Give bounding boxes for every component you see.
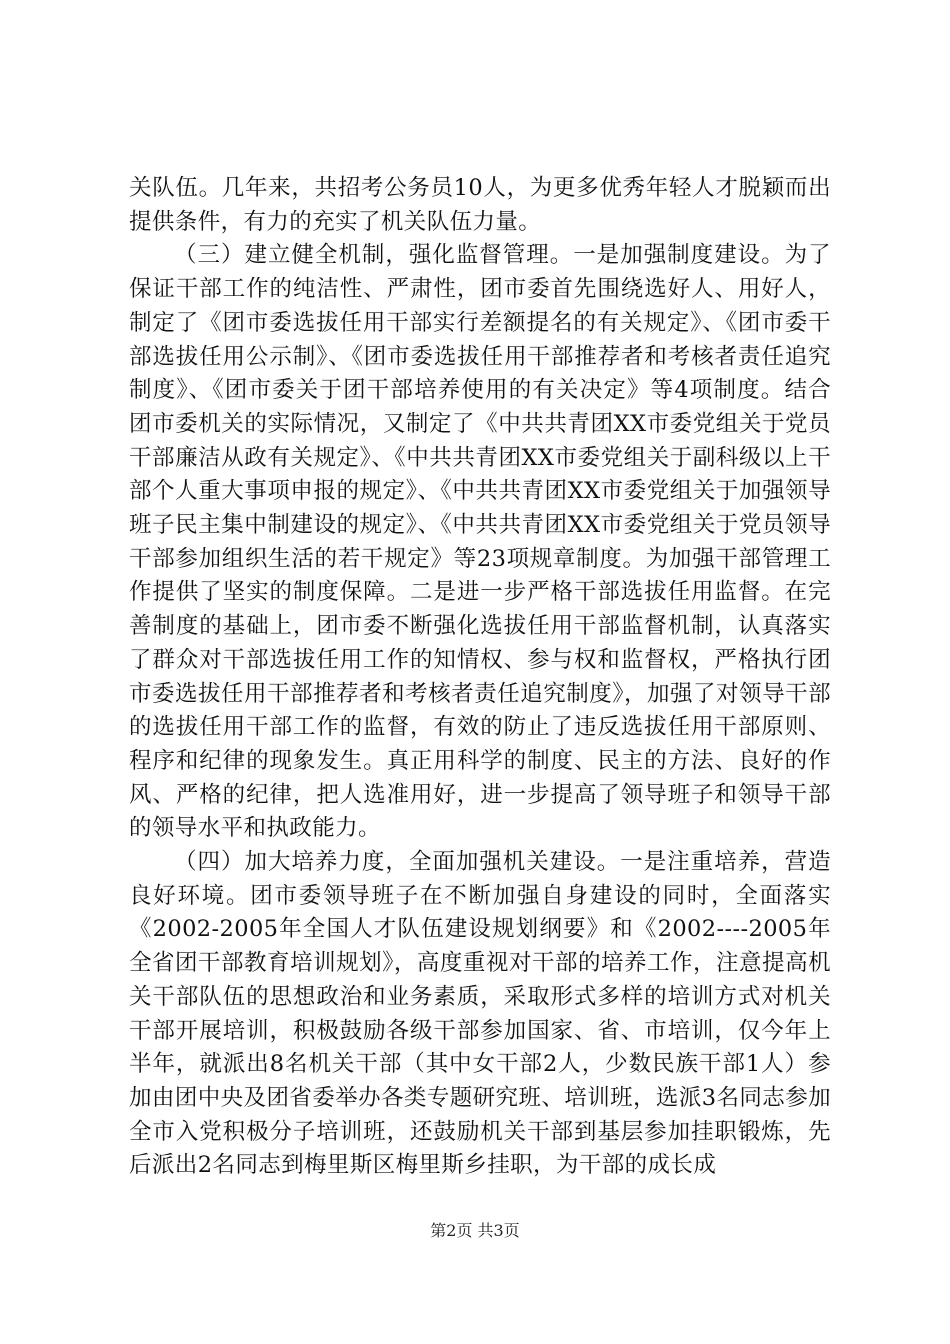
paragraph-continuation: 关队伍。几年来，共招考公务员10人，为更多优秀年轻人才脱颖而出提供条件，有力的充实了机关队伍力量。 — [129, 175, 831, 235]
page-footer: 第2页 共3页 — [430, 1221, 520, 1240]
paragraph-section-three: （三）建立健全机制，强化监督管理。一是加强制度建设。为了保证干部工作的纯洁性、严肃性，团市委首先围绕选好人、用好人，制定了《团市委选拔任用干部实行差额提名的有关规定》、《团市委干部选拔任用公示制》、《团市委选拔任用干部推荐者和考核者责任追究制度》、《团市委关于团干部培养使用的有关决定》等4项制度。结合团市委机关的实际情况，又制定了《中共共青团XX市委党组关于党员干部廉洁从政有关规定》、《中共共青团XX市委党组关于副科级以上干部个人重大事项申报的规定》、《中共共青团XX市委党组关于加强领导班子民主集中制建设的规定》、《中共共青团XX市委党组关于党员领导干部参加组织生活的若干规定》等23项规章制度。为加强干部管理工作提供了坚实的制度保障。二是进一步严格干部选拔任用监督。在完善制度的基础上，团市委不断强化选拔任用干部监督机制，认真落实了群众对干部选拔任用工作的知情权、参与权和监督权，严格执行团市委选拔任用干部推荐者和考核者责任追究制度》，加强了对领导干部的选拔任用干部工作的监督，有效的防止了违反选拔任用干部原则、程序和纪律的现象发生。真正用科学的制度、民主的方法、良好的作风、严格的纪律，把人选准用好，进一步提高了领导班子和领导干部的领导水平和执政能力。 — [129, 242, 831, 842]
paragraph-section-four: （四）加大培养力度，全面加强机关建设。一是注重培养，营造良好环境。团市委领导班子在不断加强自身建设的同时，全面落实《2002-2005年全国人才队伍建设规划纲要》和《2002----2005年全省团干部教育培训规划》，高度重视对干部的培养工作，注意提高机关干部队伍的思想政治和业务素质，采取形式多样的培训方式对机关干部开展培训，积极鼓励各级干部参加国家、省、市培训，仅今年上半年，就派出8名机关干部（其中女干部2人，少数民族干部1人）参加由团中央及团省委举办各类专题研究班、培训班，选派3名同志参加全市入党积极分子培训班，还鼓励机关干部到基层参加挂职锻炼，先后派出2名同志到梅里斯区梅里斯乡挂职，为干部的成长成 — [129, 849, 832, 1179]
document-body — [129, 172, 831, 1183]
